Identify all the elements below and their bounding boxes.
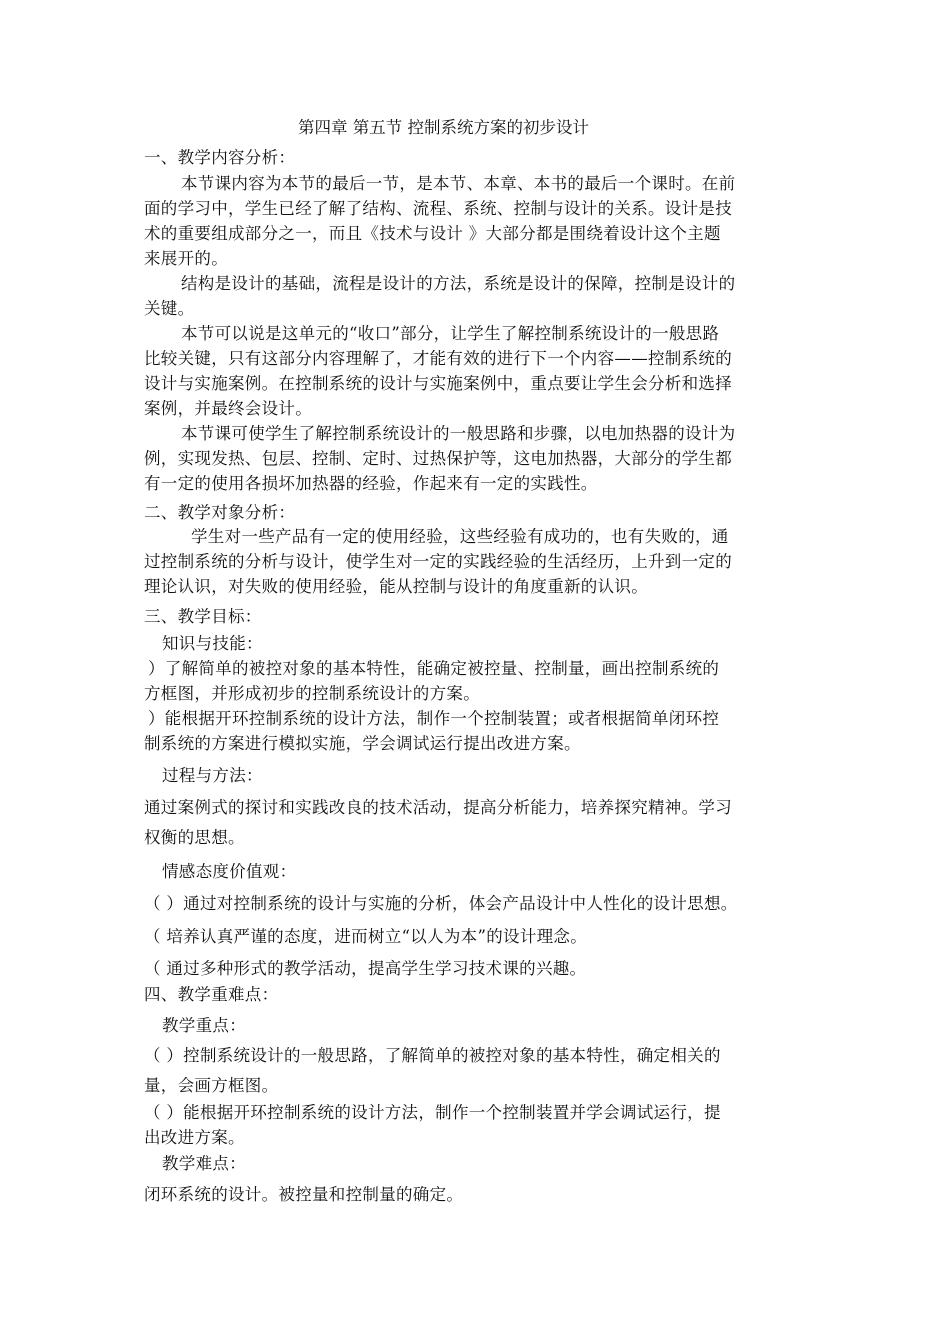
section-heading: 三、教学目标： [144,607,262,626]
paragraph-line: 量，会画方框图。 [144,1076,279,1095]
subheading: 情感态度价值观： [162,862,297,881]
paragraph-line: 理论认识，对失败的使用经验，能从控制与设计的角度重新的认识。 [144,577,648,596]
paragraph-line: 本节可以说是这单元的“收口”部分，让学生了解控制系统设计的一般思路 [181,324,720,343]
paragraph-line: 闭环系统的设计。被控量和控制量的确定。 [144,1185,464,1204]
paragraph-line: 通过案例式的探讨和实践改良的技术活动，提高分析能力，培养探究精神。学习 [144,798,732,817]
paragraph-line: 设计与实施案例。在控制系统的设计与实施案例中，重点要让学生会分析和选择 [144,374,732,393]
paragraph-line: 权衡的思想。 [144,828,245,847]
subheading: 教学难点： [162,1154,246,1173]
paragraph-line: 学生对一些产品有一定的使用经验，这些经验有成功的，也有失败的，通 [191,527,729,546]
document-title: 第四章 第五节 控制系统方案的初步设计 [298,118,589,137]
paragraph-line: 出改进方案。 [144,1128,245,1147]
paragraph-line: 结构是设计的基础，流程是设计的方法，系统是设计的保障，控制是设计的 [181,274,736,293]
section-heading: 一、教学内容分析： [144,148,296,167]
paragraph-line: 制系统的方案进行模拟实施，学会调试运行提出改进方案。 [144,734,581,753]
section-heading: 四、教学重难点： [144,985,279,1004]
paragraph-line: 案例，并最终会设计。 [144,399,312,418]
subheading: 过程与方法： [162,766,263,785]
paragraph-line: 比较关键，只有这部分内容理解了，才能有效的进行下一个内容——控制系统的 [144,349,732,368]
paragraph-line: 方框图，并形成初步的控制系统设计的方案。 [144,684,480,703]
paragraph-line: 术的重要组成部分之一，而且《技术与设计 》大部分都是围绕着设计这个主题 [144,224,721,243]
paragraph-line: 本节课可使学生了解控制系统设计的一般思路和步骤，以电加热器的设计为 [181,424,736,443]
paragraph-line: ）了解简单的被控对象的基本特性，能确定被控量、控制量，画出控制系统的 [148,659,720,678]
paragraph-line: 面的学习中，学生已经了解了结构、流程、系统、控制与设计的关系。设计是技 [144,199,732,218]
subheading: 教学重点： [162,1016,246,1035]
paragraph-line: 例，实现发热、包层、控制、定时、过热保护等，这电加热器，大部分的学生都 [144,449,732,468]
paragraph-line: 过控制系统的分析与设计，使学生对一定的实践经验的生活经历，上升到一定的 [144,552,732,571]
paragraph-line: （ 通过多种形式的教学活动，提高学生学习技术课的兴趣。 [144,959,587,978]
paragraph-line: 关键。 [144,299,195,318]
section-heading: 二、教学对象分析： [144,503,296,522]
paragraph-line: 本节课内容为本节的最后一节，是本节、本章、本书的最后一个课时。在前 [181,174,736,193]
subheading: 知识与技能： [162,634,263,653]
paragraph-line: （ ）能根据开环控制系统的设计方法，制作一个控制装置并学会调试运行，提 [144,1103,721,1122]
paragraph-line: （ 培养认真严谨的态度，进而树立“以人为本”的设计理念。 [144,927,588,946]
paragraph-line: 来展开的。 [144,249,228,268]
paragraph-line: （ ）通过对控制系统的设计与实施的分析，体会产品设计中人性化的设计思想。 [144,894,738,913]
paragraph-line: ）能根据开环控制系统的设计方法，制作一个控制装置；或者根据简单闭环控 [148,709,720,728]
paragraph-line: 有一定的使用各损坏加热器的经验，作起来有一定的实践性。 [144,474,598,493]
paragraph-line: （ ）控制系统设计的一般思路，了解简单的被控对象的基本特性，确定相关的 [144,1046,721,1065]
